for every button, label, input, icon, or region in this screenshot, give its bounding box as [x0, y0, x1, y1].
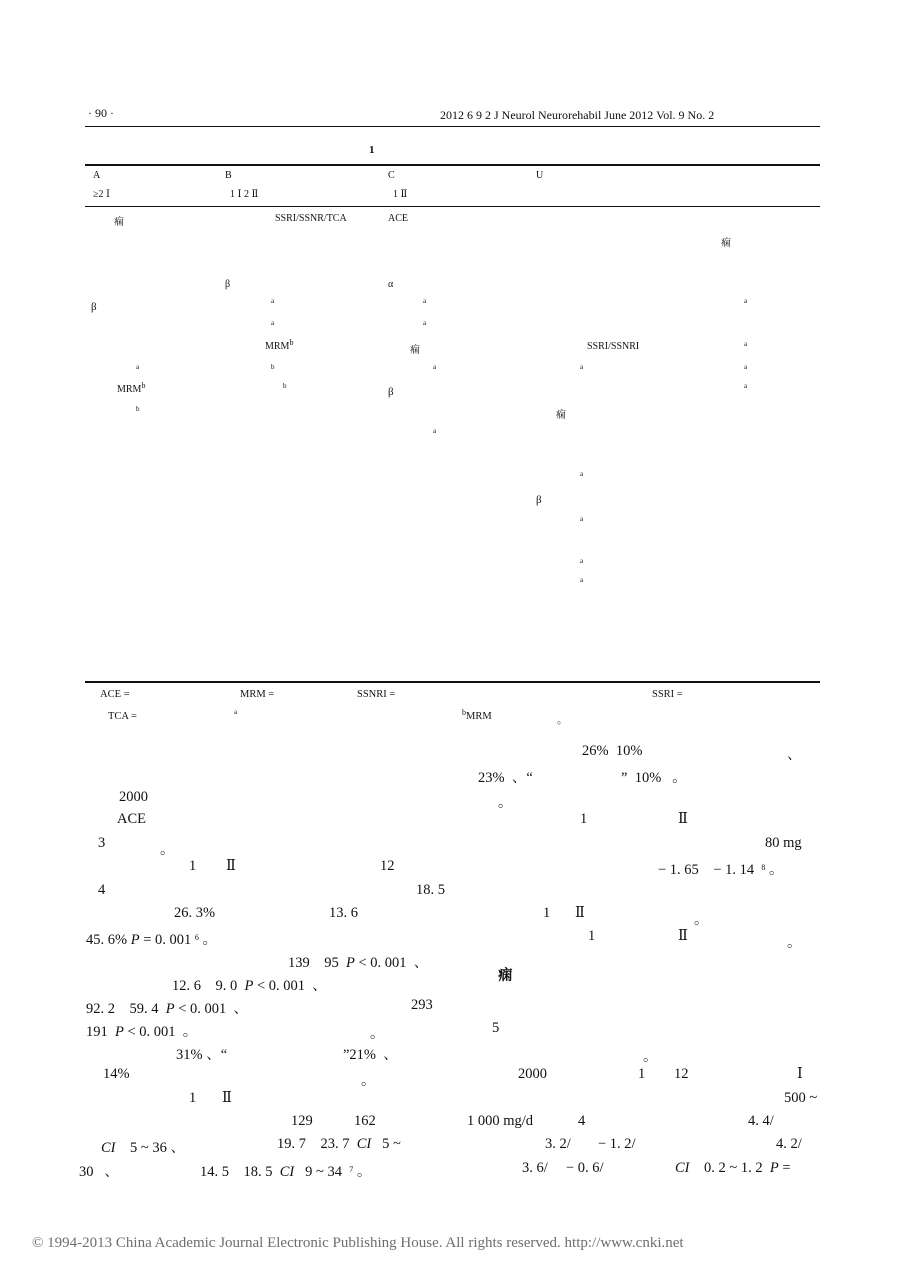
text-fragment: 500 ~	[784, 1090, 818, 1106]
text-fragment	[101, 1136, 185, 1157]
table-cell: β	[91, 301, 97, 313]
footnote-b-text: MRM	[466, 711, 492, 722]
text-fragment	[86, 928, 217, 949]
text-fragment: − 1. 14	[713, 862, 755, 878]
text-fragment: 3. 6/	[522, 1160, 548, 1176]
text-fragment: 3. 2/	[545, 1136, 571, 1152]
table-level-a: ≥2 Ⅰ	[93, 189, 110, 200]
table-cell	[117, 381, 146, 395]
table-cell: a	[433, 427, 437, 435]
footnote-tca: TCA =	[108, 711, 137, 722]
text-fragment: 12	[380, 858, 395, 874]
text-fragment: 14%	[103, 1066, 130, 1082]
text-fragment: 、	[170, 1140, 185, 1156]
table-col-u: U	[536, 170, 544, 181]
text-fragment: P	[130, 932, 140, 948]
table-cell-text: MRM	[265, 341, 290, 352]
text-fragment	[176, 1043, 227, 1064]
table-bottom-rule	[85, 681, 820, 683]
text-fragment: < 0. 001	[127, 1024, 176, 1040]
text-fragment: 162	[354, 1113, 376, 1129]
text-fragment: 2000	[119, 789, 148, 805]
table-cell: ACE	[388, 213, 408, 224]
footnote-ace: ACE =	[100, 689, 130, 700]
citation-marker: 6	[194, 933, 199, 942]
text-fragment: 191	[86, 1024, 108, 1040]
text-fragment: = 0. 001	[143, 932, 192, 948]
text-fragment: 。	[643, 1049, 658, 1065]
table-cell	[265, 338, 294, 352]
text-fragment: P	[244, 978, 254, 994]
text-fragment: 26%	[582, 743, 609, 759]
text-fragment: 2000	[518, 1066, 547, 1082]
text-fragment: 18. 5	[416, 882, 445, 898]
text-fragment: 痫	[498, 968, 513, 984]
table-cell: a	[744, 382, 748, 390]
table-cell-text: MRM	[117, 384, 142, 395]
text-fragment: 。	[361, 1073, 376, 1089]
table-header-rule	[85, 206, 820, 207]
text-fragment: 129	[291, 1113, 313, 1129]
text-fragment: 5	[492, 1020, 500, 1036]
text-fragment: 13. 6	[329, 905, 358, 921]
text-fragment: 14. 5	[200, 1164, 229, 1180]
text-fragment: 4. 4/	[748, 1113, 774, 1129]
page-number: · 90 ·	[88, 106, 114, 120]
text-fragment: 80 mg	[765, 835, 802, 851]
table-cell: a	[271, 319, 275, 327]
text-fragment	[172, 974, 327, 995]
text-fragment: 。	[370, 1026, 385, 1042]
text-fragment: Ⅱ	[678, 928, 688, 944]
footnote-end: 。	[557, 715, 568, 726]
text-fragment: 5 ~ 36	[130, 1140, 167, 1156]
text-fragment: 3	[98, 835, 106, 851]
footnote-marker: b	[141, 381, 146, 390]
footnote-ssnri: SSNRI =	[357, 689, 396, 700]
text-fragment: 10%	[634, 770, 662, 786]
table-cell: 痫	[556, 410, 566, 421]
text-fragment	[658, 858, 784, 879]
text-fragment: 5 ~	[382, 1136, 401, 1152]
text-fragment: 92. 2	[86, 1001, 115, 1017]
text-fragment: 。	[787, 935, 802, 951]
table-cell: SSRI/SSNRI	[587, 341, 640, 352]
text-fragment: 30	[79, 1164, 94, 1180]
text-fragment: 1	[638, 1066, 646, 1082]
text-fragment: ACE	[117, 811, 146, 827]
table-cell: β	[225, 279, 231, 290]
text-fragment: P	[115, 1024, 124, 1040]
table-cell: a	[744, 363, 748, 371]
text-fragment: 12	[674, 1066, 689, 1082]
text-fragment: 、	[233, 1001, 249, 1017]
table-cell: β	[388, 386, 394, 398]
text-fragment: =	[782, 1160, 791, 1176]
text-fragment: 、“	[511, 770, 533, 786]
text-fragment: 。	[356, 1164, 372, 1180]
journal-info: 2012 6 9 2 J Neurol Neurorehabil June 2012 Vol. 9 No. 2	[440, 108, 715, 122]
text-fragment: 95	[324, 955, 339, 971]
citation-marker: 8	[761, 863, 766, 872]
table-cell: a	[433, 363, 437, 371]
table-cell: a	[580, 470, 584, 478]
table-col-a: A	[93, 170, 101, 181]
text-fragment: 9. 0	[215, 978, 238, 994]
text-fragment: − 1. 2/	[598, 1136, 636, 1152]
table-cell: a	[580, 576, 584, 584]
copyright-notice: © 1994-2013 China Academic Journal Electronic Publishing House. All rights reserved. http://www.cnki.net	[32, 1235, 684, 1251]
table-cell: SSRI/SSNR/TCA	[275, 213, 347, 224]
table-cell: a	[580, 363, 584, 371]
footnote-a: a	[234, 708, 238, 716]
text-fragment	[478, 766, 533, 787]
text-fragment: 23. 7	[320, 1136, 350, 1152]
text-fragment: ”21%	[343, 1047, 377, 1063]
header-rule	[85, 126, 820, 127]
footnote-ssri: SSRI =	[652, 689, 683, 700]
text-fragment: 45. 6%	[86, 932, 128, 948]
text-fragment: 23%	[478, 770, 505, 786]
table-col-b: B	[225, 170, 232, 181]
text-fragment	[200, 1160, 371, 1181]
table-cell: a	[423, 297, 427, 305]
table-top-rule	[85, 164, 820, 166]
footnote-marker: b	[462, 708, 466, 717]
table-level-c: 1 Ⅱ	[393, 189, 408, 200]
table-cell: a	[271, 297, 275, 305]
text-fragment: 4	[98, 882, 106, 898]
text-fragment: 、	[104, 1164, 119, 1180]
table-cell: a	[580, 515, 584, 523]
table-cell: b	[271, 363, 275, 371]
table-cell: 痫	[114, 217, 124, 228]
text-fragment	[675, 1160, 791, 1177]
text-fragment: < 0. 001	[256, 978, 306, 994]
table-cell: a	[744, 297, 748, 305]
text-fragment	[522, 1160, 604, 1177]
text-fragment: 26. 3%	[174, 905, 216, 921]
text-fragment: P	[346, 955, 355, 971]
text-fragment: 。	[769, 862, 784, 878]
text-fragment: CI	[675, 1160, 690, 1176]
table-cell: a	[423, 319, 427, 327]
text-fragment	[79, 1160, 119, 1181]
text-fragment: 1	[189, 858, 197, 874]
text-fragment: 1	[189, 1090, 197, 1106]
text-fragment: < 0. 001	[178, 1001, 227, 1017]
table-cell: 痫	[410, 345, 420, 356]
text-fragment: 31%	[176, 1047, 203, 1063]
text-fragment	[86, 997, 248, 1018]
text-fragment: CI	[101, 1140, 116, 1156]
text-fragment: P	[165, 1001, 175, 1017]
text-fragment: ”	[621, 770, 628, 786]
text-fragment: 。	[498, 795, 513, 811]
text-fragment: 、	[312, 978, 327, 994]
text-fragment: P	[769, 1160, 779, 1176]
table-cell: 痫	[721, 238, 731, 249]
text-fragment: 。	[672, 770, 687, 786]
citation-marker: 7	[349, 1165, 354, 1174]
text-fragment: 19. 7	[277, 1136, 306, 1152]
text-fragment: 139	[288, 955, 310, 971]
table-cell: a	[580, 557, 584, 565]
text-fragment: 10%	[615, 743, 643, 759]
text-fragment: < 0. 001	[358, 955, 407, 971]
text-fragment: 、	[383, 1047, 398, 1063]
text-fragment: CI	[279, 1164, 295, 1180]
footnote-b	[462, 708, 492, 722]
text-fragment: 。	[160, 842, 175, 858]
text-fragment: − 0. 6/	[565, 1160, 604, 1176]
table-cell: b	[283, 382, 287, 390]
footnote-mrm: MRM =	[240, 689, 275, 700]
text-fragment	[277, 1136, 401, 1153]
text-fragment	[621, 766, 687, 787]
text-fragment: 293	[411, 997, 433, 1013]
text-fragment: Ⅱ	[575, 905, 585, 921]
text-fragment: 。	[202, 932, 218, 948]
text-fragment: 、“	[206, 1047, 228, 1063]
text-fragment: 1	[588, 928, 596, 944]
text-fragment: 4. 2/	[776, 1136, 802, 1152]
text-fragment: 18. 5	[243, 1164, 273, 1180]
text-fragment: 、	[413, 955, 429, 971]
text-fragment	[86, 1020, 197, 1041]
text-fragment: 12. 6	[172, 978, 201, 994]
text-fragment: 0. 2 ~ 1. 2	[704, 1160, 763, 1176]
table-col-c: C	[388, 170, 395, 181]
text-fragment: − 1. 65	[658, 862, 699, 878]
text-fragment: 、	[787, 747, 802, 763]
text-fragment: 。	[694, 912, 709, 928]
text-fragment: Ⅱ	[678, 811, 688, 827]
text-fragment: Ⅰ	[797, 1066, 803, 1082]
text-fragment: Ⅱ	[226, 858, 236, 874]
footnote-marker: b	[289, 338, 294, 347]
text-fragment: 59. 4	[129, 1001, 159, 1017]
text-fragment: Ⅱ	[222, 1090, 232, 1106]
text-fragment: 9 ~ 34	[305, 1164, 342, 1180]
text-fragment: 4	[578, 1113, 586, 1129]
text-fragment: 1	[580, 811, 588, 827]
text-fragment: CI	[356, 1136, 372, 1152]
table-cell: b	[136, 405, 140, 413]
table-cell: a	[744, 340, 748, 348]
text-fragment	[343, 1043, 398, 1064]
text-fragment	[288, 951, 428, 972]
text-fragment: 1 000 mg/d	[467, 1113, 534, 1129]
text-fragment	[582, 743, 642, 760]
table-number: 1	[369, 144, 375, 156]
text-fragment: 1	[543, 905, 551, 921]
text-fragment: 。	[182, 1024, 198, 1040]
table-cell: β	[536, 494, 542, 506]
table-cell: a	[136, 363, 140, 371]
table-level-b: 1 Ⅰ 2 Ⅱ	[230, 189, 259, 200]
table-cell: α	[388, 279, 394, 290]
